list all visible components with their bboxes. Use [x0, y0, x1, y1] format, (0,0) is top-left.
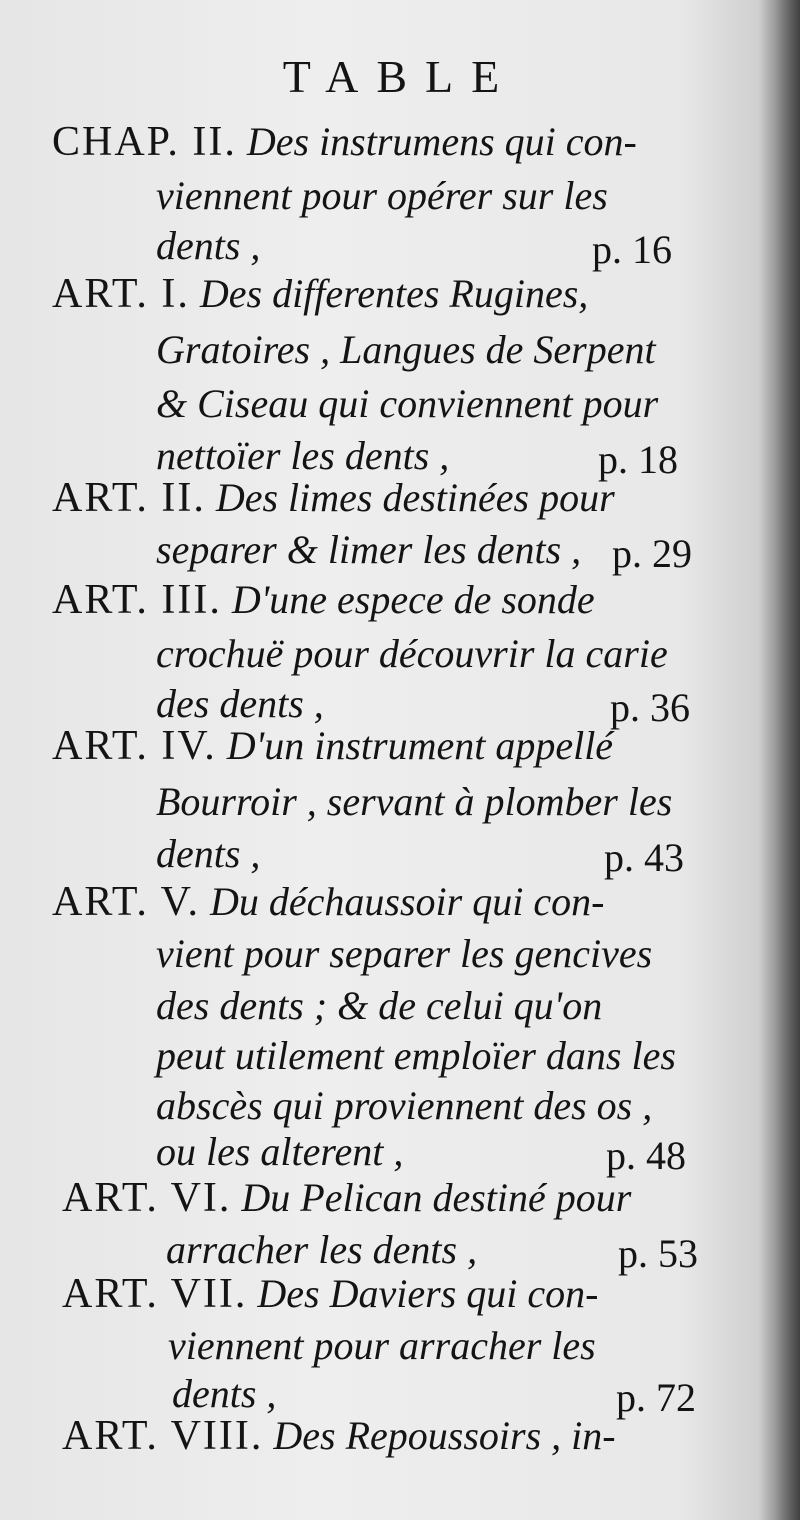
toc-entry-label: ART. III.: [52, 577, 222, 623]
toc-entry-line: [52, 878, 604, 926]
toc-page-number: p. 29: [612, 531, 692, 576]
toc-entry-line: abscès qui proviennent des os ,: [156, 1083, 653, 1128]
toc-page-number: p. 72: [616, 1375, 696, 1420]
toc-entry-line: dents ,: [172, 1371, 277, 1416]
toc-entry-text: Du Pelican destiné pour: [241, 1175, 632, 1220]
toc-entry-line: peut utilement emploïer dans les: [156, 1033, 676, 1078]
toc-entry-line: ou les alterent ,: [156, 1129, 404, 1174]
toc-entry-line: [52, 576, 595, 624]
toc-entry-text: Des instrumens qui con-: [246, 119, 637, 164]
toc-entry-text: Des Repoussoirs , in-: [273, 1413, 616, 1458]
toc-entry-label: ART. VII.: [62, 1271, 248, 1317]
toc-entry-line: dents ,: [156, 831, 261, 876]
toc-entry-line: [52, 722, 613, 770]
toc-entry-label: CHAP. II.: [52, 119, 237, 165]
toc-entry-line: & Ciseau qui conviennent pour: [156, 381, 659, 426]
toc-entry-line: separer & limer les dents ,: [156, 527, 582, 572]
toc-entry-line: [62, 1270, 598, 1318]
toc-entry-line: [62, 1174, 631, 1222]
toc-entry-label: ART. V.: [52, 879, 201, 925]
toc-entry-text: Des limes destinées pour: [215, 475, 615, 520]
toc-entry-line: des dents ; & de celui qu'on: [156, 983, 603, 1028]
toc-entry-line: vient pour separer les gencives: [156, 931, 653, 976]
toc-entry-line: nettoïer les dents ,: [156, 433, 450, 478]
toc-page-number: p. 48: [606, 1133, 686, 1178]
toc-entry-line: viennent pour arracher les: [168, 1323, 596, 1368]
toc-page-number: p. 36: [610, 685, 690, 730]
toc-page-number: p. 16: [592, 227, 672, 272]
toc-entry-label: ART. VIII.: [62, 1413, 264, 1459]
toc-page-number: p. 43: [604, 835, 684, 880]
toc-entry-text: Des differentes Rugines,: [199, 271, 589, 316]
toc-entry-line: Gratoires , Langues de Serpent: [156, 327, 656, 372]
toc-entry-line: des dents ,: [156, 681, 324, 726]
toc-entry-line: [52, 270, 588, 318]
toc-entry-line: arracher les dents ,: [166, 1227, 478, 1272]
toc-entry-line: Bourroir , servant à plomber les: [156, 779, 673, 824]
toc-entry-text: Des Daviers qui con-: [257, 1271, 599, 1316]
toc-page-number: p. 53: [618, 1231, 698, 1276]
toc-entry-line: [62, 1412, 616, 1460]
toc-entry-label: ART. II.: [52, 475, 206, 521]
toc-entry-label: ART. VI.: [62, 1175, 232, 1221]
toc-entry-label: ART. IV.: [52, 723, 217, 769]
page-gutter-shadow: [758, 0, 800, 1520]
page-header: TABLE: [282, 51, 518, 102]
toc-entry-line: [52, 118, 637, 166]
toc-entry-line: dents ,: [156, 223, 261, 268]
toc-page-number: p. 18: [598, 437, 678, 482]
toc-entry-line: [52, 474, 615, 522]
toc-entry-line: crochuë pour découvrir la carie: [156, 631, 668, 676]
toc-entry-label: ART. I.: [52, 271, 190, 317]
toc-entry-line: viennent pour opérer sur les: [156, 173, 608, 218]
toc-entry-text: D'un instrument appellé: [226, 723, 614, 768]
toc-entry-text: Du déchaussoir qui con-: [210, 879, 605, 924]
toc-entry-text: D'une espece de sonde: [231, 577, 595, 622]
